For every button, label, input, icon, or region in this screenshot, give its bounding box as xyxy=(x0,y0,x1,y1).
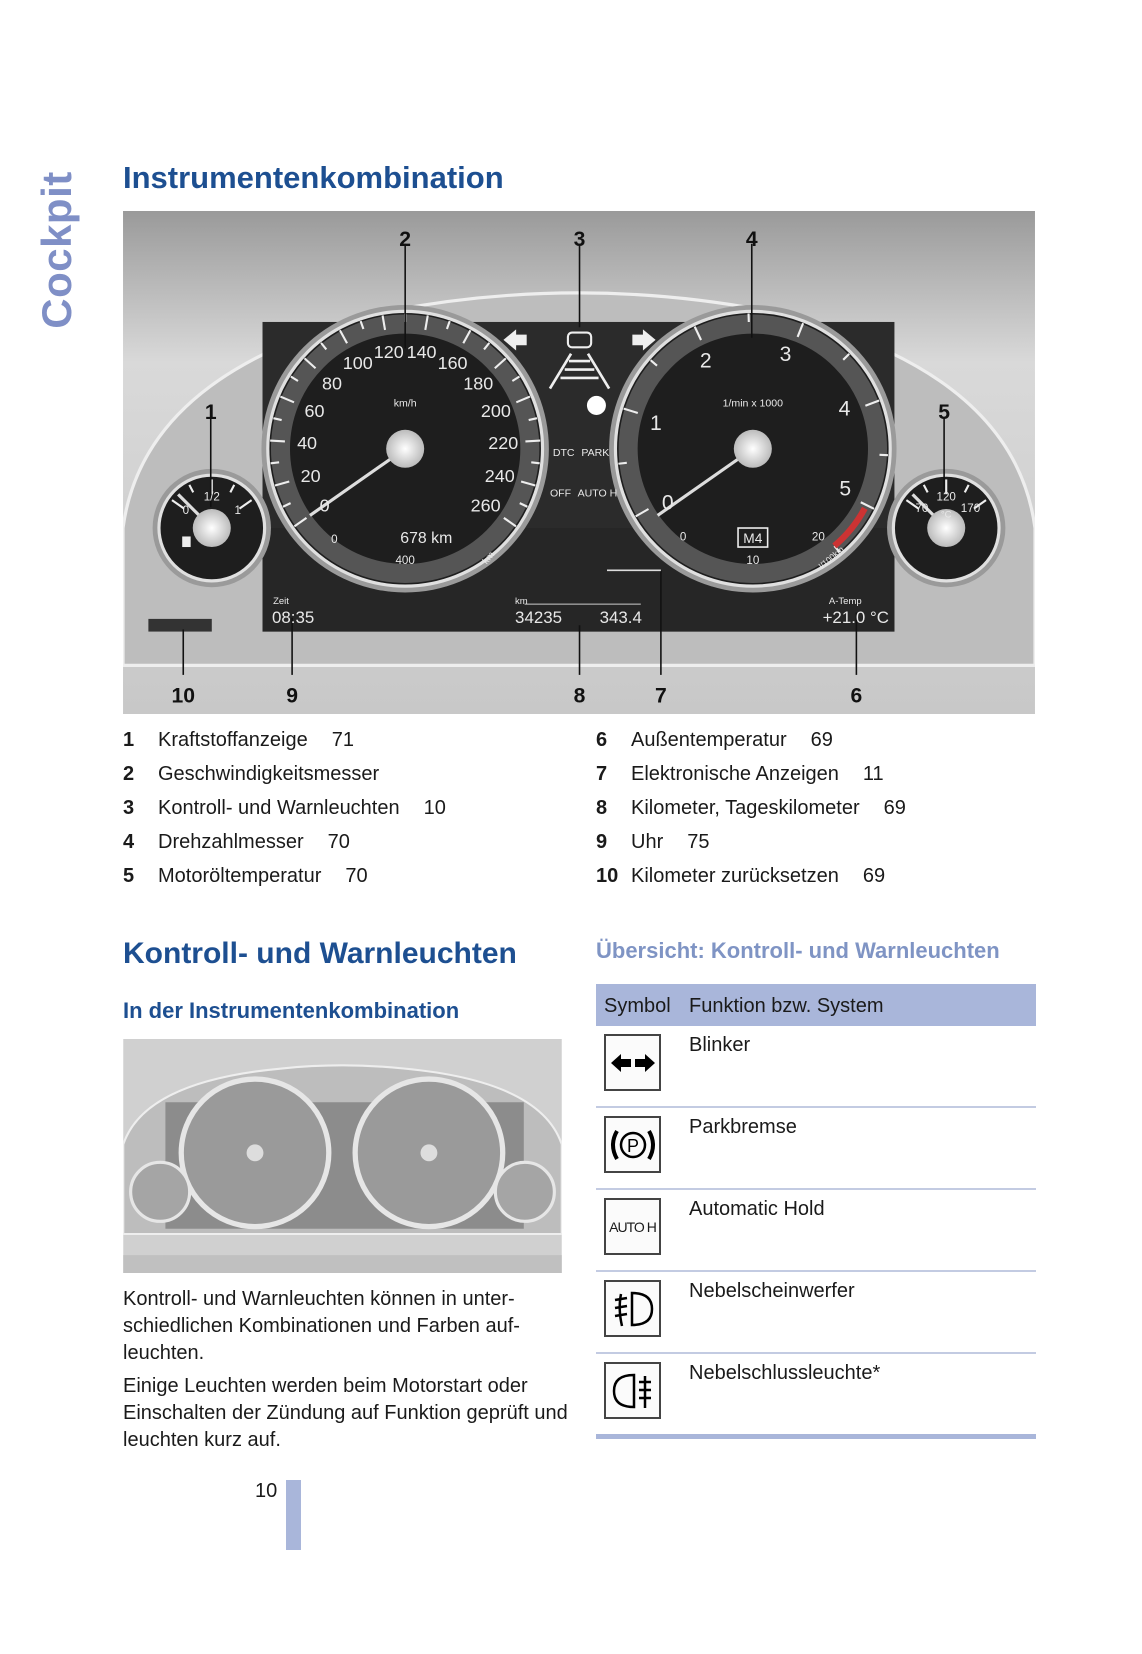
speed-label: 140 xyxy=(406,342,437,363)
fuel-label: 1 xyxy=(234,504,241,518)
row-label: Nebelschlussleuchte* xyxy=(689,1362,881,1384)
legend-label: Kraftstoffanzeige xyxy=(158,729,308,751)
oil-temp-label: 120 xyxy=(936,490,956,504)
park-label: PARK xyxy=(581,447,610,460)
legend-label: Motoröltemperatur xyxy=(158,865,322,887)
legend-page-ref[interactable]: 11 xyxy=(862,763,884,785)
speedometer-hub xyxy=(386,430,424,468)
legend-number: 3 xyxy=(123,797,135,819)
warning-lights-table xyxy=(596,984,1036,1439)
callout-number: 7 xyxy=(655,684,667,708)
cluster-warning-lights-illustration xyxy=(123,1039,562,1273)
legend-page-ref[interactable]: 70 xyxy=(327,831,350,853)
dtc-off-label: OFF xyxy=(549,487,572,500)
rpm-label: 5 xyxy=(839,477,852,501)
rpm-unit: 1/min x 1000 xyxy=(722,397,784,410)
outside-temp-label: A-Temp xyxy=(828,596,862,608)
consumption-unit: l/100km xyxy=(816,544,846,571)
table-header xyxy=(596,984,1036,1026)
callout-number: 3 xyxy=(573,227,586,251)
chapter-side-title: Cockpit xyxy=(33,171,80,329)
table-row xyxy=(596,1272,1036,1354)
speed-label: 200 xyxy=(480,401,511,422)
callout-number: 10 xyxy=(171,684,196,708)
page-number: 10 xyxy=(255,1480,278,1502)
range-scale-min: 0 xyxy=(331,532,338,546)
legend-label: Außentemperatur xyxy=(631,729,787,751)
legend-number: 9 xyxy=(596,831,608,853)
speed-label: 0 xyxy=(319,495,330,516)
trip-readout: 343.4 xyxy=(599,608,642,628)
rpm-label: 0 xyxy=(661,491,674,515)
time-label: Zeit xyxy=(273,596,289,608)
speed-label: 60 xyxy=(304,401,325,422)
speed-label: 260 xyxy=(470,495,501,516)
legend-page-ref[interactable]: 69 xyxy=(810,729,833,751)
tachometer-tick xyxy=(618,463,626,464)
odometer-readout: 34235 xyxy=(515,608,563,628)
auto-hold-label: AUTO H xyxy=(577,487,618,500)
legend-number: 8 xyxy=(596,797,608,819)
speed-label: 100 xyxy=(342,353,373,374)
consumption-max: 20 xyxy=(811,530,825,544)
auto-hold-icon: AUTO H xyxy=(604,1198,661,1255)
front-fog-light-icon xyxy=(604,1280,661,1337)
oil-temp-label: 70 xyxy=(915,501,929,515)
callout-number: 6 xyxy=(850,684,863,708)
legend-page-ref[interactable]: 70 xyxy=(345,865,368,887)
legend-label: Kilometer zurücksetzen xyxy=(631,865,839,887)
km-label: km xyxy=(515,596,528,608)
legend-number: 2 xyxy=(123,763,135,785)
row-label: Automatic Hold xyxy=(689,1198,825,1220)
oil-temp-unit: °C xyxy=(940,509,952,521)
range-readout: 678 km xyxy=(400,529,453,547)
speed-label: 180 xyxy=(463,373,494,394)
speed-label: 240 xyxy=(484,465,515,486)
row-label: Nebelscheinwerfer xyxy=(689,1280,855,1302)
rpm-label: 4 xyxy=(838,397,851,421)
fuel-label: 1/2 xyxy=(203,490,220,504)
row-label: Parkbremse xyxy=(689,1116,797,1138)
callout-number: 1 xyxy=(204,401,217,425)
svg-text:P: P xyxy=(626,1135,639,1156)
page-marker-bar xyxy=(286,1480,301,1550)
legend-number: 4 xyxy=(123,831,135,853)
warning-lights-heading: Kontroll- und Warnleuchten xyxy=(123,937,517,970)
rpm-label: 1 xyxy=(649,412,662,436)
legend-number: 7 xyxy=(596,763,608,785)
callout-number: 2 xyxy=(399,227,412,251)
oil-temp-label: 170 xyxy=(960,501,981,515)
legend-label: Kontroll- und Warnleuchten xyxy=(158,797,400,819)
speed-label: 220 xyxy=(488,433,519,454)
speedometer-tick xyxy=(270,441,285,442)
range-unit: km xyxy=(480,549,498,567)
reset-button xyxy=(148,619,211,632)
outside-temp-readout: +21.0 °C xyxy=(822,608,889,628)
speedometer-tick xyxy=(271,462,279,463)
speed-unit: km/h xyxy=(393,397,417,410)
range-scale-mid: 400 xyxy=(395,553,415,567)
paragraph-1: Kontroll- und Warnleuchten können in unter-schiedlichen Kombinationen und Farben auf-leuchten. xyxy=(123,1288,520,1364)
clock-readout: 08:35 xyxy=(272,608,315,628)
fuel-label: 0 xyxy=(182,504,190,518)
legend-label: Kilometer, Tageskilometer xyxy=(631,797,860,819)
status-light-icon xyxy=(587,396,606,415)
dtc-label: DTC xyxy=(552,447,575,460)
tachometer-hub xyxy=(734,430,772,468)
callout-number: 8 xyxy=(573,684,586,708)
speedometer-tick xyxy=(531,462,539,463)
legend-number: 1 xyxy=(123,729,135,751)
header-function: Funktion bzw. System xyxy=(689,995,884,1017)
rpm-label: 3 xyxy=(779,343,792,367)
fuel-pump-icon xyxy=(182,536,190,547)
speed-label: 20 xyxy=(300,465,321,486)
gear-indicator: M4 xyxy=(743,530,763,546)
overview-heading: Übersicht: Kontroll- und Warnleuchten xyxy=(596,938,1000,963)
header-symbol: Symbol xyxy=(604,995,671,1017)
speed-label: 120 xyxy=(373,342,404,363)
table-row xyxy=(596,1108,1036,1190)
legend-label: Elektronische Anzeigen xyxy=(631,763,839,785)
section-title: Instrumentenkombination xyxy=(123,160,504,195)
parking-brake-icon xyxy=(604,1116,661,1173)
legend-number: 5 xyxy=(123,865,135,887)
legend-number: 10 xyxy=(596,865,619,887)
table-row xyxy=(596,1026,1036,1108)
legend-label: Geschwindigkeitsmesser xyxy=(158,763,380,785)
table-row xyxy=(596,1190,1036,1272)
legend-label: Drehzahlmesser xyxy=(158,831,304,853)
table-row xyxy=(596,1354,1036,1439)
fuel-gauge-hub xyxy=(193,509,231,547)
legend-page-ref[interactable]: 71 xyxy=(331,729,354,751)
warning-lights-subheading: In der Instrumentenkombination xyxy=(123,998,460,1023)
instrument-cluster-illustration xyxy=(123,211,1035,714)
speedometer-tick xyxy=(525,441,540,442)
callout-number: 4 xyxy=(745,227,758,251)
legend-label: Uhr xyxy=(631,831,664,853)
speed-label: 160 xyxy=(437,353,468,374)
consumption-min: 0 xyxy=(679,530,687,544)
rear-fog-light-icon xyxy=(604,1362,661,1419)
callout-number: 9 xyxy=(286,684,298,708)
legend-page-ref[interactable]: 69 xyxy=(862,865,886,887)
speed-label: 40 xyxy=(297,433,318,454)
consumption-mid: 10 xyxy=(746,553,760,567)
turn-signal-icon xyxy=(604,1034,661,1091)
legend-page-ref[interactable]: 10 xyxy=(423,797,446,819)
legend-page-ref[interactable]: 75 xyxy=(687,831,710,853)
rpm-label: 2 xyxy=(699,349,712,373)
row-label: Blinker xyxy=(689,1034,751,1056)
paragraph-2: Einige Leuchten werden beim Motorstart oder Einschalten der Zündung auf Funktion geprüft und leuchten kurz auf. xyxy=(123,1375,568,1451)
speed-label: 80 xyxy=(322,373,343,394)
callout-number: 5 xyxy=(938,401,950,425)
legend-page-ref[interactable]: 69 xyxy=(883,797,906,819)
legend-number: 6 xyxy=(596,729,608,751)
